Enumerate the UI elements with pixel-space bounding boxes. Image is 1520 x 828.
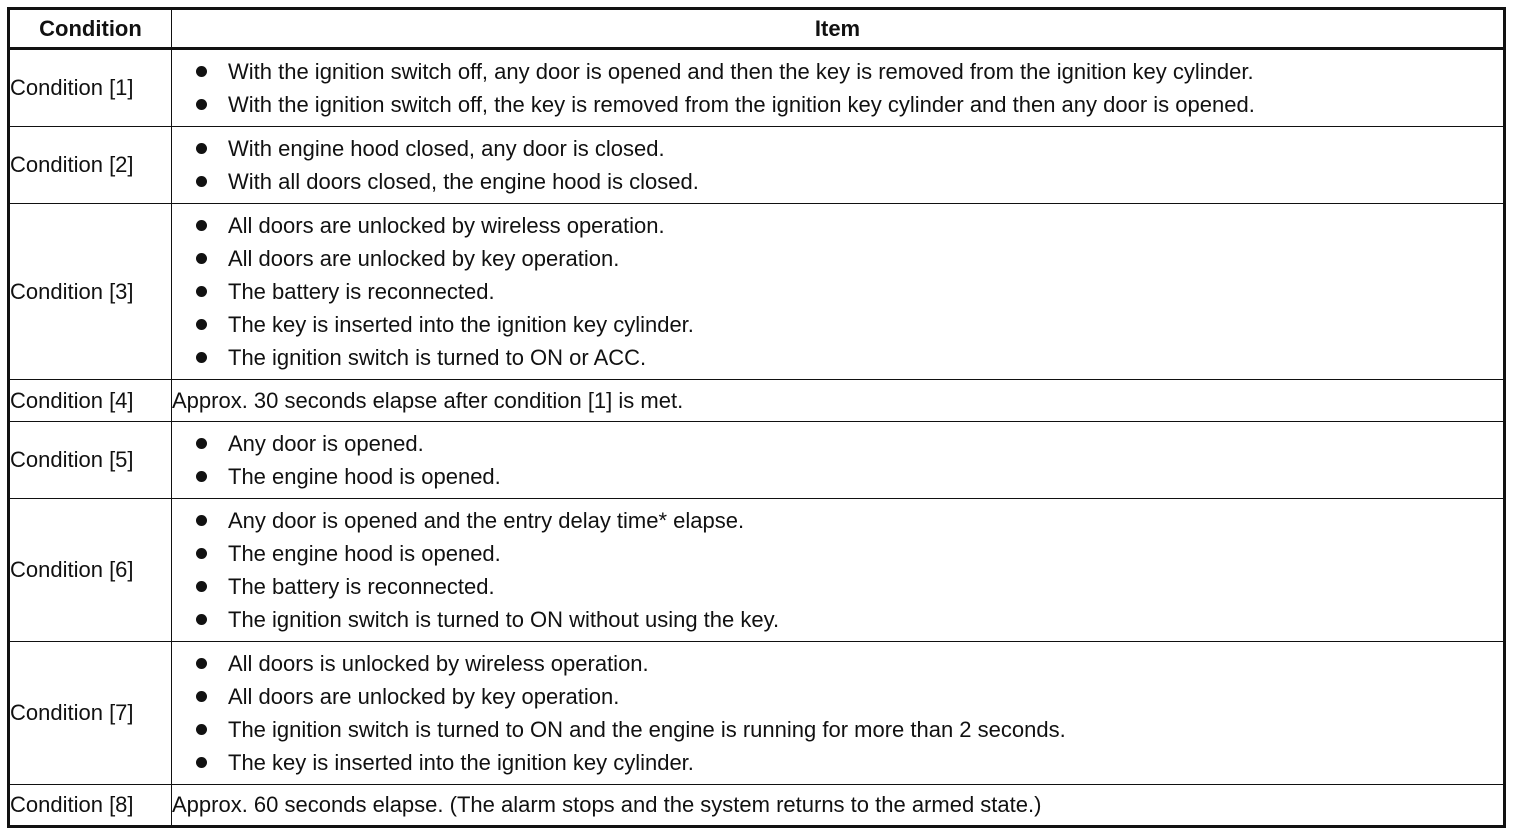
- list-item: The battery is reconnected.: [194, 275, 1503, 308]
- condition-label: Condition [7]: [9, 642, 172, 785]
- item-list: [172, 50, 1503, 126]
- list-item: With all doors closed, the engine hood is closed.: [194, 165, 1503, 198]
- table-row: [9, 127, 1505, 204]
- header-item: Item: [172, 9, 1505, 49]
- item-cell: [172, 642, 1505, 785]
- list-item: The ignition switch is turned to ON and the engine is running for more than 2 seconds.: [194, 713, 1503, 746]
- list-item: Any door is opened and the entry delay time* elapse.: [194, 504, 1503, 537]
- conditions-table: [7, 7, 1506, 828]
- list-item: All doors are unlocked by wireless operation.: [194, 209, 1503, 242]
- item-text: Approx. 30 seconds elapse after condition [1] is met.: [172, 380, 1505, 422]
- list-item: All doors are unlocked by key operation.: [194, 242, 1503, 275]
- condition-label: Condition [5]: [9, 422, 172, 499]
- table-row: [9, 499, 1505, 642]
- item-cell: [172, 499, 1505, 642]
- table-row: [9, 49, 1505, 127]
- condition-label: Condition [8]: [9, 785, 172, 827]
- list-item: Any door is opened.: [194, 427, 1503, 460]
- list-item: The key is inserted into the ignition key cylinder.: [194, 308, 1503, 341]
- list-item: The engine hood is opened.: [194, 537, 1503, 570]
- header-condition: Condition: [9, 9, 172, 49]
- condition-label: Condition [6]: [9, 499, 172, 642]
- table-row: [9, 380, 1505, 422]
- list-item: The key is inserted into the ignition key cylinder.: [194, 746, 1503, 779]
- item-cell: [172, 49, 1505, 127]
- item-list: [172, 204, 1503, 379]
- item-list: [172, 127, 1503, 203]
- item-cell: [172, 204, 1505, 380]
- condition-label: Condition [4]: [9, 380, 172, 422]
- list-item: With engine hood closed, any door is closed.: [194, 132, 1503, 165]
- table-row: [9, 785, 1505, 827]
- header-row: [9, 9, 1505, 49]
- list-item: The ignition switch is turned to ON or ACC.: [194, 341, 1503, 374]
- condition-label: Condition [2]: [9, 127, 172, 204]
- item-cell: [172, 127, 1505, 204]
- table-row: [9, 204, 1505, 380]
- list-item: With the ignition switch off, the key is removed from the ignition key cylinder and then any door is opened.: [194, 88, 1503, 121]
- item-list: [172, 642, 1503, 784]
- table-row: [9, 422, 1505, 499]
- list-item: The engine hood is opened.: [194, 460, 1503, 493]
- list-item: The ignition switch is turned to ON without using the key.: [194, 603, 1503, 636]
- item-text: Approx. 60 seconds elapse. (The alarm stops and the system returns to the armed state.): [172, 785, 1505, 827]
- list-item: The battery is reconnected.: [194, 570, 1503, 603]
- condition-label: Condition [1]: [9, 49, 172, 127]
- condition-label: Condition [3]: [9, 204, 172, 380]
- list-item: All doors is unlocked by wireless operation.: [194, 647, 1503, 680]
- list-item: With the ignition switch off, any door is opened and then the key is removed from the ignition key cylinder.: [194, 55, 1503, 88]
- item-list: [172, 499, 1503, 641]
- list-item: All doors are unlocked by key operation.: [194, 680, 1503, 713]
- item-list: [172, 422, 1503, 498]
- table-row: [9, 642, 1505, 785]
- item-cell: [172, 422, 1505, 499]
